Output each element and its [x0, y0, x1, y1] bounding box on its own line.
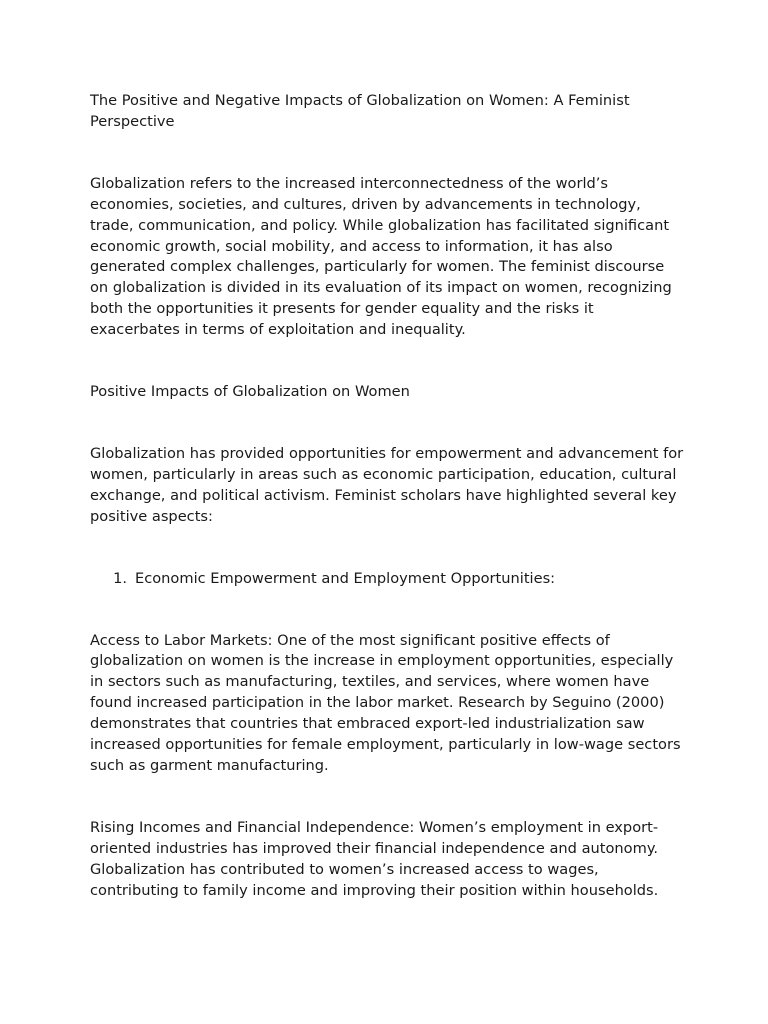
section-heading: Positive Impacts of Globalization on Women	[90, 383, 410, 401]
document-title: The Positive and Negative Impacts of Globalization on Women: A Feminist Perspective	[90, 92, 630, 130]
body-paragraph-rising-incomes: Rising Incomes and Financial Independence: Women’s employment in export-oriented industries has improved their financial independence and autonomy. Globalization has contributed to women’s increased access to wages, contributing to family income and improving their position within households.	[90, 818, 659, 899]
document-page	[90, 91, 686, 901]
list-item-number: 1.	[113, 569, 127, 587]
list-item-text: Economic Empowerment and Employment Opportunities:	[135, 569, 556, 587]
body-paragraph-labor-markets: Access to Labor Markets: One of the most significant positive effects of globalization on women is the increase in employment opportunities, especially in sectors such as manufacturing, textiles, and services, where women have found increased participation in the labor market. Research by Seguino (2000) demonstrates that countries that embraced export-led industrialization saw increased opportunities for female employment, particularly in low-wage sectors such as garment manufacturing.	[90, 631, 681, 774]
list-item	[90, 569, 686, 590]
numbered-list	[90, 569, 686, 590]
lead-paragraph: Globalization has provided opportunities for empowerment and advancement for women, particularly in areas such as economic participation, education, cultural exchange, and political activism. Feminist scholars have highlighted several key positive aspects:	[90, 444, 684, 525]
intro-paragraph: Globalization refers to the increased interconnectedness of the world’s economies, societies, and cultures, driven by advancements in technology, trade, communication, and policy. While globalization has facilitated significant economic growth, social mobility, and access to information, it has also generated complex challenges, particularly for women. The feminist discourse on globalization is divided in its evaluation of its impact on women, recognizing both the opportunities it presents for gender equality and the risks it exacerbates in terms of exploitation and inequality.	[90, 174, 672, 339]
